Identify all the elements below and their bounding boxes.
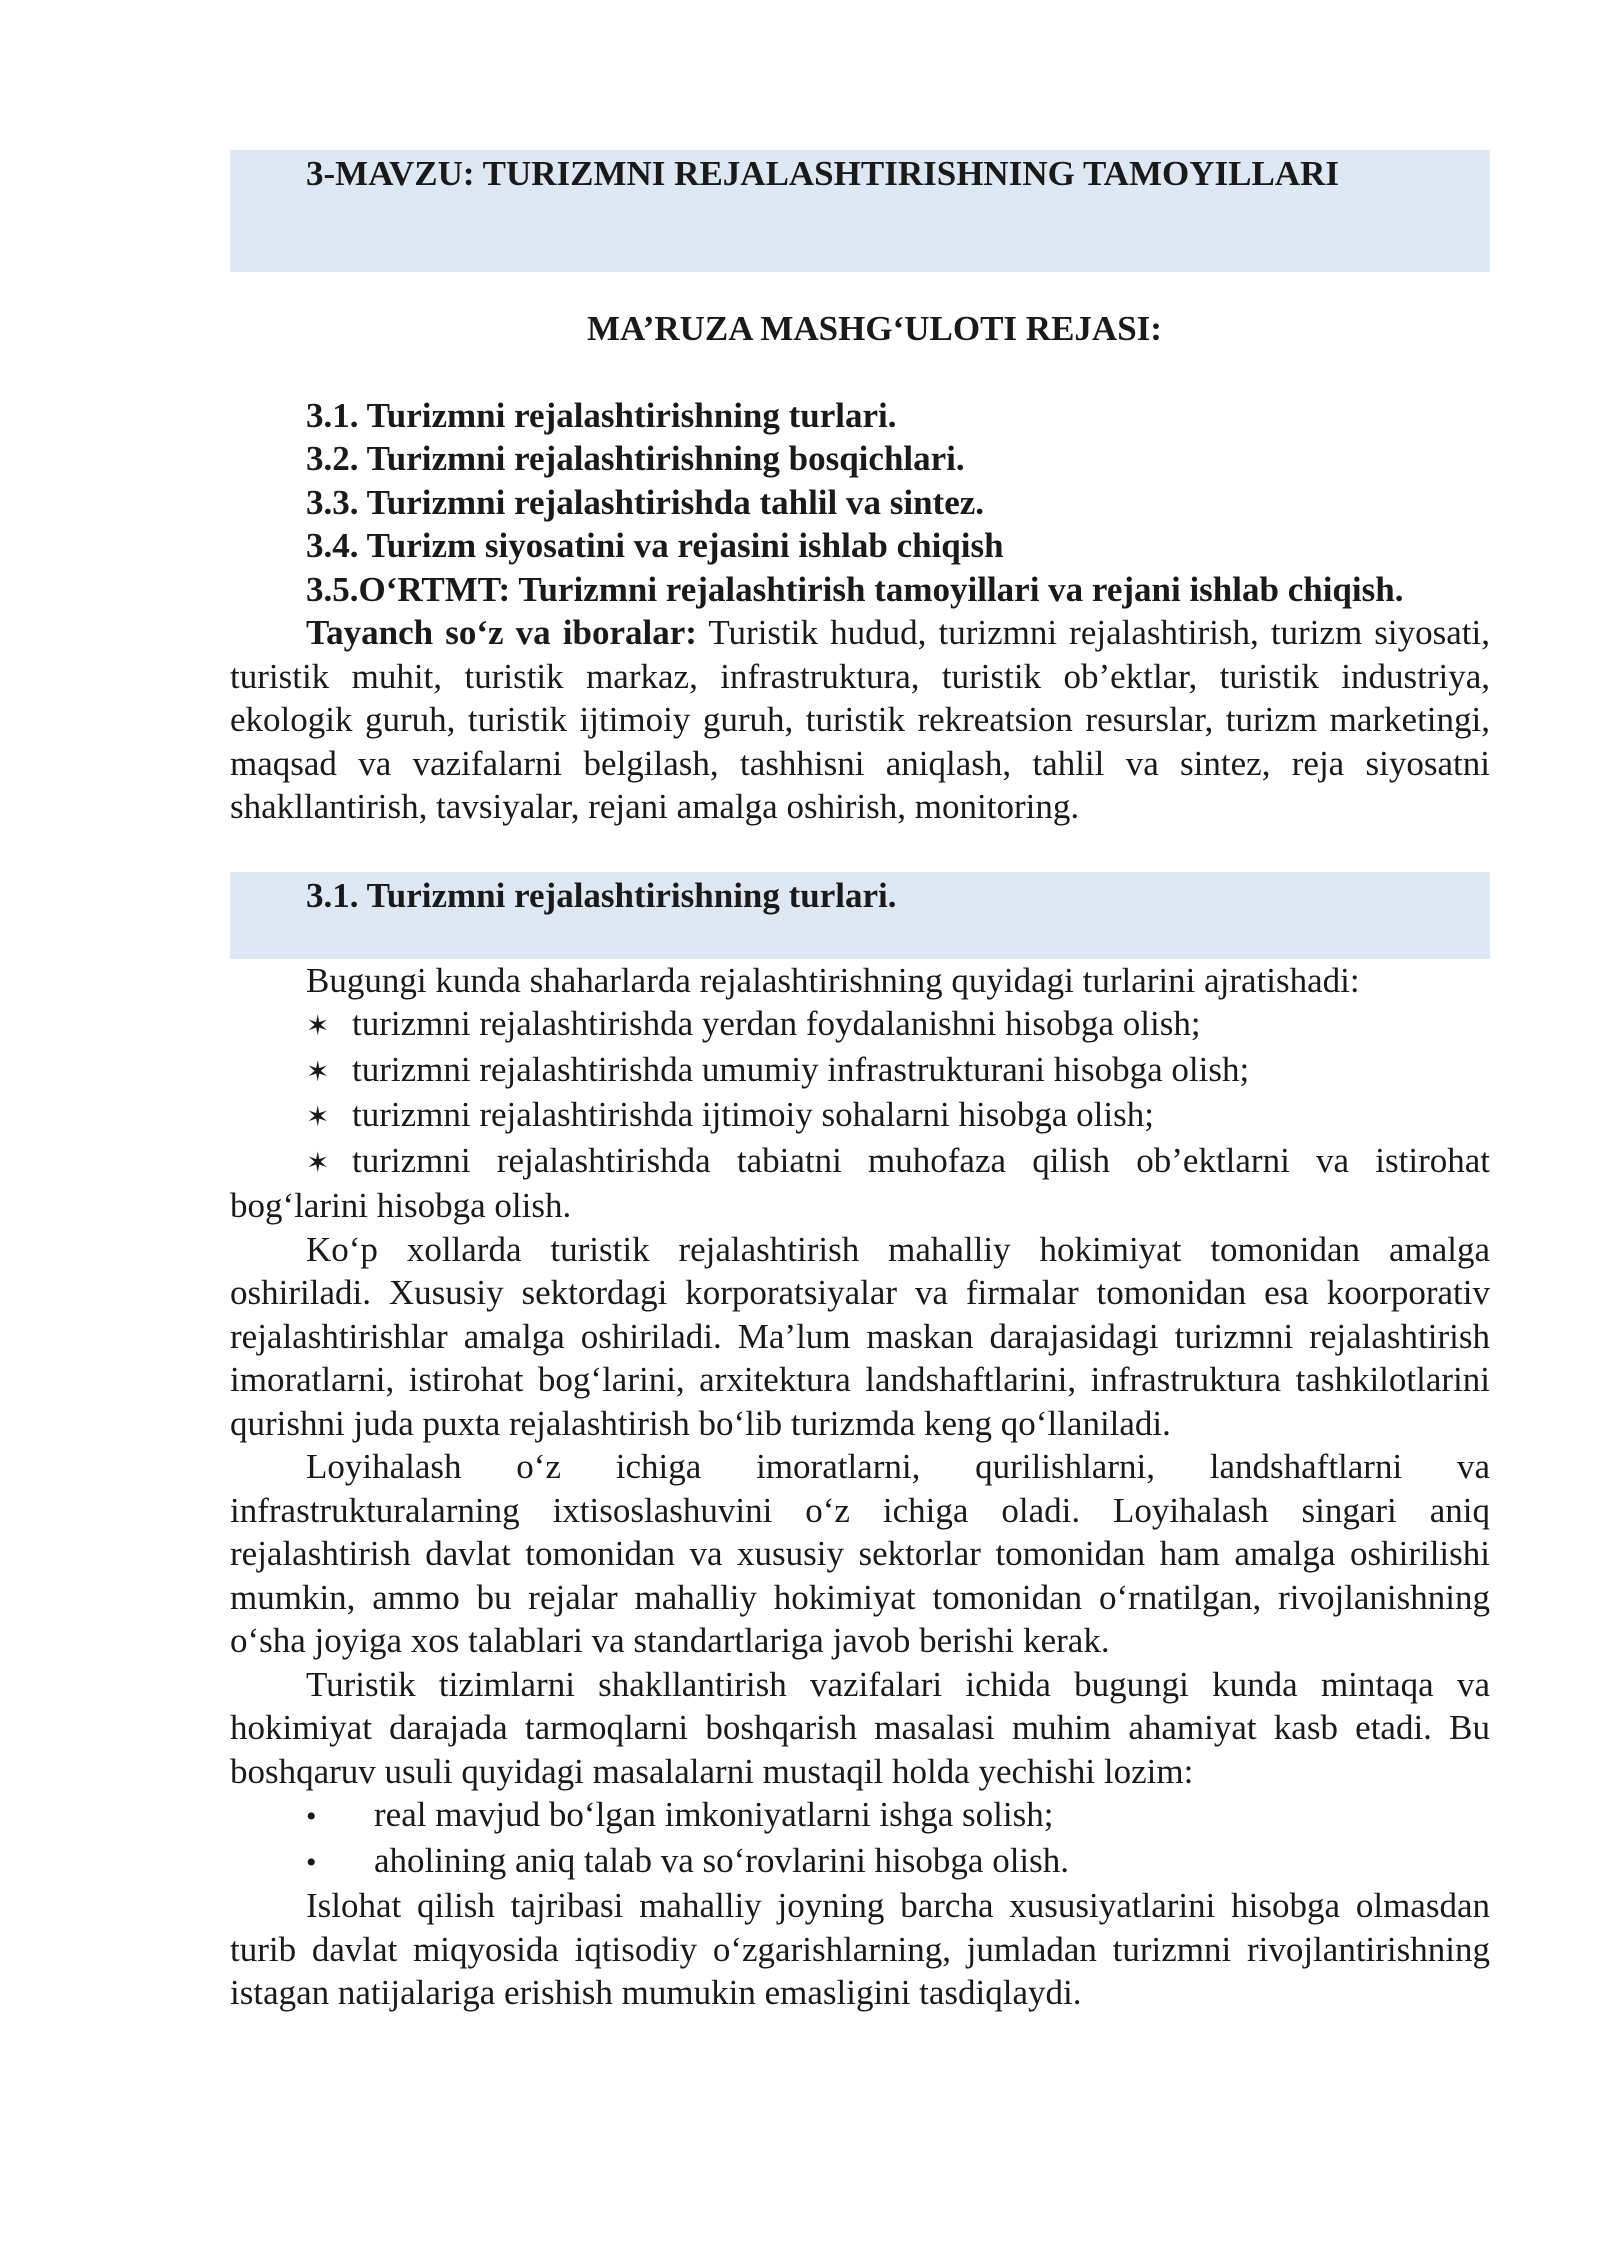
plan-item-1: 3.1. Turizmni rejalashtirishning turlari.	[306, 395, 897, 435]
list-item	[230, 1139, 1490, 1228]
keywords-label: Tayanch so‘z va iboralar:	[306, 613, 697, 652]
body-paragraph-1: Ko‘p xollarda turistik rejalashtirish mahalliy hokimiyat tomonidan amalga oshiriladi. Xususiy sektordagi korporatsiyalar va firmalar tomonidan esa koorporativ rejalashtirishlar amalga oshiriladi. Ma’lum maskan darajasidagi turizmni rejalashtirish imoratlarni, istirohat bog‘larini, arxitektura landshaftlarini, infrastruktura tashkilotlarini qurishni juda puxta rejalashtirish bo‘lib turizmda keng qo‘llaniladi.	[230, 1229, 1490, 1443]
star-bullet-icon: ✶	[306, 1054, 330, 1088]
list-item-text: turizmni rejalashtirishda ijtimoiy sohalarni hisobga olish;	[352, 1095, 1154, 1134]
list-item	[230, 1002, 1490, 1048]
plan-title: MA’RUZA MASHG‘ULOTI REJASI:	[587, 309, 1162, 348]
keywords-text: Turistik hudud, turizmni rejalashtirish, turizm siyosati, turistik muhit, turistik markaz, infrastruktura, turistik ob’ektlar, turistik industriya, ekologik guruh, turistik ijtimoiy guruh, turistik rekreatsion resurslar, turizm marketingi, maqsad va vazifalarni belgilash, tashhisni aniqlash, tahlil va sintez, reja siyosatni shakllantirish, tavsiyalar, rejani amalga oshirish, monitoring.	[230, 613, 1491, 826]
plan-item-4: 3.4. Turizm siyosatini va rejasini ishlab chiqish	[306, 526, 1004, 565]
plan-item-2: 3.2. Turizmni rejalashtirishning bosqichlari.	[306, 439, 965, 478]
keywords-paragraph	[230, 611, 1490, 829]
plan-list	[230, 394, 1490, 612]
intro-paragraph: Bugungi kunda shaharlarda rejalashtirishning quyidagi turlarini ajratishadi:	[306, 960, 1360, 1000]
star-bullet-icon: ✶	[306, 1100, 330, 1133]
plan-item-3: 3.3. Turizmni rejalashtirishda tahlil va sintez.	[306, 482, 985, 522]
bullet-dot-icon: •	[306, 1845, 317, 1879]
body-paragraph-3: Turistik tizimlarni shakllantirish vazifalari ichida bugungi kunda mintaqa va hokimiyat darajada tarmoqlarni boshqarish masalasi muhim ahamiyat kasb etadi. Bu boshqaruv usuli quyidagi masalalarni mustaqil holda yechishi lozim:	[230, 1664, 1490, 1791]
list-item-text: aholining aniq talab va so‘rovlarini hisobga olish.	[374, 1840, 1070, 1880]
list-item	[230, 1048, 1490, 1094]
list-item-text: turizmni rejalashtirishda umumiy infrastrukturani hisobga olish;	[352, 1049, 1250, 1089]
star-bullet-icon: ✶	[306, 1009, 330, 1042]
list-item	[230, 1093, 1490, 1139]
bullet-dot-icon: •	[306, 1800, 317, 1833]
list-item-text: turizmni rejalashtirishda yerdan foydalanishni hisobga olish;	[352, 1004, 1201, 1043]
list-item-text: turizmni rejalashtirishda tabiatni muhofaza qilish ob’ektlarni va istirohat bog‘larini hisobga olish.	[230, 1140, 1490, 1225]
topic-heading: 3-MAVZU: TURIZMNI REJALASHTIRISHNING TAMOYILLARI	[230, 150, 1490, 272]
section-heading: 3.1. Turizmni rejalashtirishning turlari.	[230, 872, 1490, 959]
plan-item-5: 3.5.O‘RTMT: Turizmni rejalashtirish tamoyillari va rejani ishlab chiqish.	[306, 569, 1404, 609]
list-item	[230, 1839, 1490, 1885]
list-item-text: real mavjud bo‘lgan imkoniyatlarni ishga solish;	[374, 1795, 1054, 1834]
star-bullet-icon: ✶	[306, 1145, 330, 1179]
body-paragraph-4: Islohat qilish tajribasi mahalliy joyning barcha xususiyatlarini hisobga olmasdan turib davlat miqyosida iqtisodiy o‘zgarishlarning, jumladan turizmni rivojlantirishning istagan natijalariga erishish mumukin emasligini tasdiqlaydi.	[230, 1886, 1490, 2012]
page-content	[230, 150, 1490, 2015]
body-paragraph-2: Loyihalash o‘z ichiga imoratlarni, qurilishlarni, landshaftlarni va infrastrukturalarning ixtisoslashuvini o‘z ichiga oladi. Loyihalash singari aniq rejalashtirish davlat tomonidan va xususiy sektorlar tomonidan ham amalga oshirilishi mumkin, ammo bu rejalar mahalliy hokimiyat tomonidan o‘rnatilgan, rivojlanishning o‘sha joyiga xos talablari va standartlariga javob berishi kerak.	[230, 1447, 1490, 1660]
list-item	[230, 1793, 1490, 1839]
